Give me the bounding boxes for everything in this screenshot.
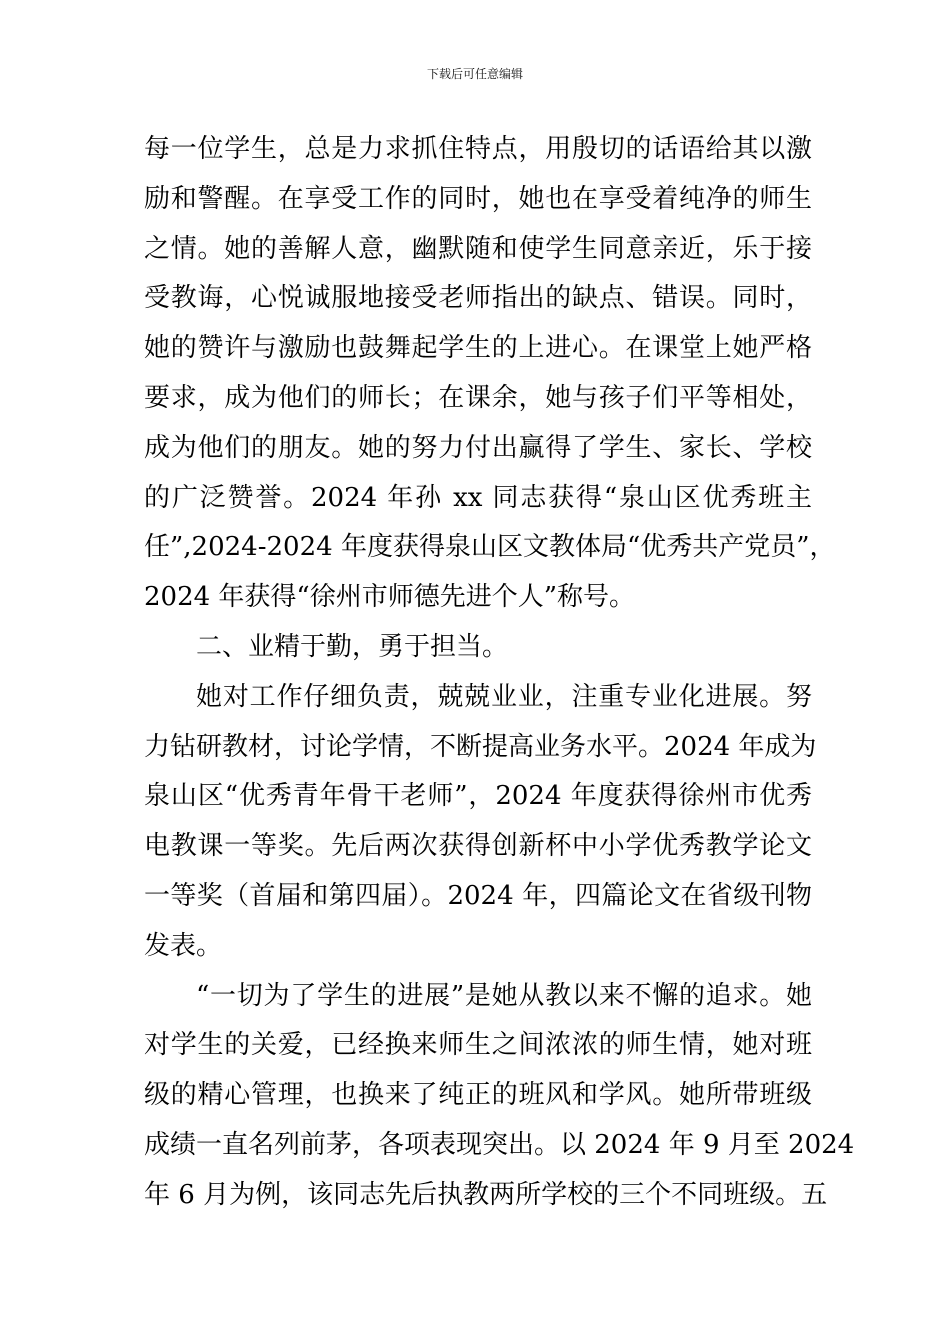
text-line: 受教诲，心悦诚服地接受老师指出的缺点、错误。同时， <box>144 283 812 314</box>
text-line: 二、业精于勤，勇于担当。 <box>196 631 509 662</box>
text-line: 力钻研教材，讨论学情，不断提高业务水平。2024 年成为 <box>144 731 817 762</box>
text-line: 之情。她的善解人意，幽默随和使学生同意亲近，乐于接 <box>144 233 812 264</box>
page-header-note: 下载后可任意编辑 <box>426 67 523 81</box>
text-line: 她的赞许与激励也鼓舞起学生的上进心。在课堂上她严格 <box>144 333 812 364</box>
text-line: 年 6 月为例，该同志先后执教两所学校的三个不同班级。五 <box>144 1179 828 1210</box>
text-line: 成为他们的朋友。她的努力付出赢得了学生、家长、学校 <box>144 432 812 463</box>
document-body <box>144 125 855 1221</box>
text-line: 任”,2024-2024 年度获得泉山区文教体局“优秀共产党员”， <box>144 532 836 563</box>
text-line: 2024 年获得“徐州市师德先进个人”称号。 <box>144 582 636 613</box>
text-line: 发表。 <box>144 930 223 961</box>
text-line: 电教课一等奖。先后两次获得创新杯中小学优秀教学论文 <box>144 831 812 862</box>
text-line: 励和警醒。在享受工作的同时，她也在享受着纯净的师生 <box>144 183 812 214</box>
text-line: “一切为了学生的进展”是她从教以来不懈的追求。她 <box>196 980 812 1011</box>
text-line: 对学生的关爱，已经换来师生之间浓浓的师生情，她对班 <box>144 1030 812 1061</box>
text-line: 每一位学生，总是力求抓住特点，用殷切的话语给其以激 <box>144 134 812 164</box>
text-line: 级的精心管理，也换来了纯正的班风和学风。她所带班级 <box>144 1080 812 1111</box>
text-line: 泉山区“优秀青年骨干老师”，2024 年度获得徐州市优秀 <box>144 781 812 812</box>
text-line: 一等奖（首届和第四届）。2024 年，四篇论文在省级刊物 <box>144 880 812 911</box>
text-line: 的广泛赞誉。2024 年孙 xx 同志获得“泉山区优秀班主 <box>144 482 812 513</box>
text-line: 她对工作仔细负责，兢兢业业，注重专业化进展。努 <box>196 681 812 712</box>
text-line: 成绩一直名列前茅，各项表现突出。以 2024 年 9 月至 2024 <box>144 1129 855 1160</box>
text-line: 要求，成为他们的师长；在课余，她与孩子们平等相处， <box>144 382 812 413</box>
